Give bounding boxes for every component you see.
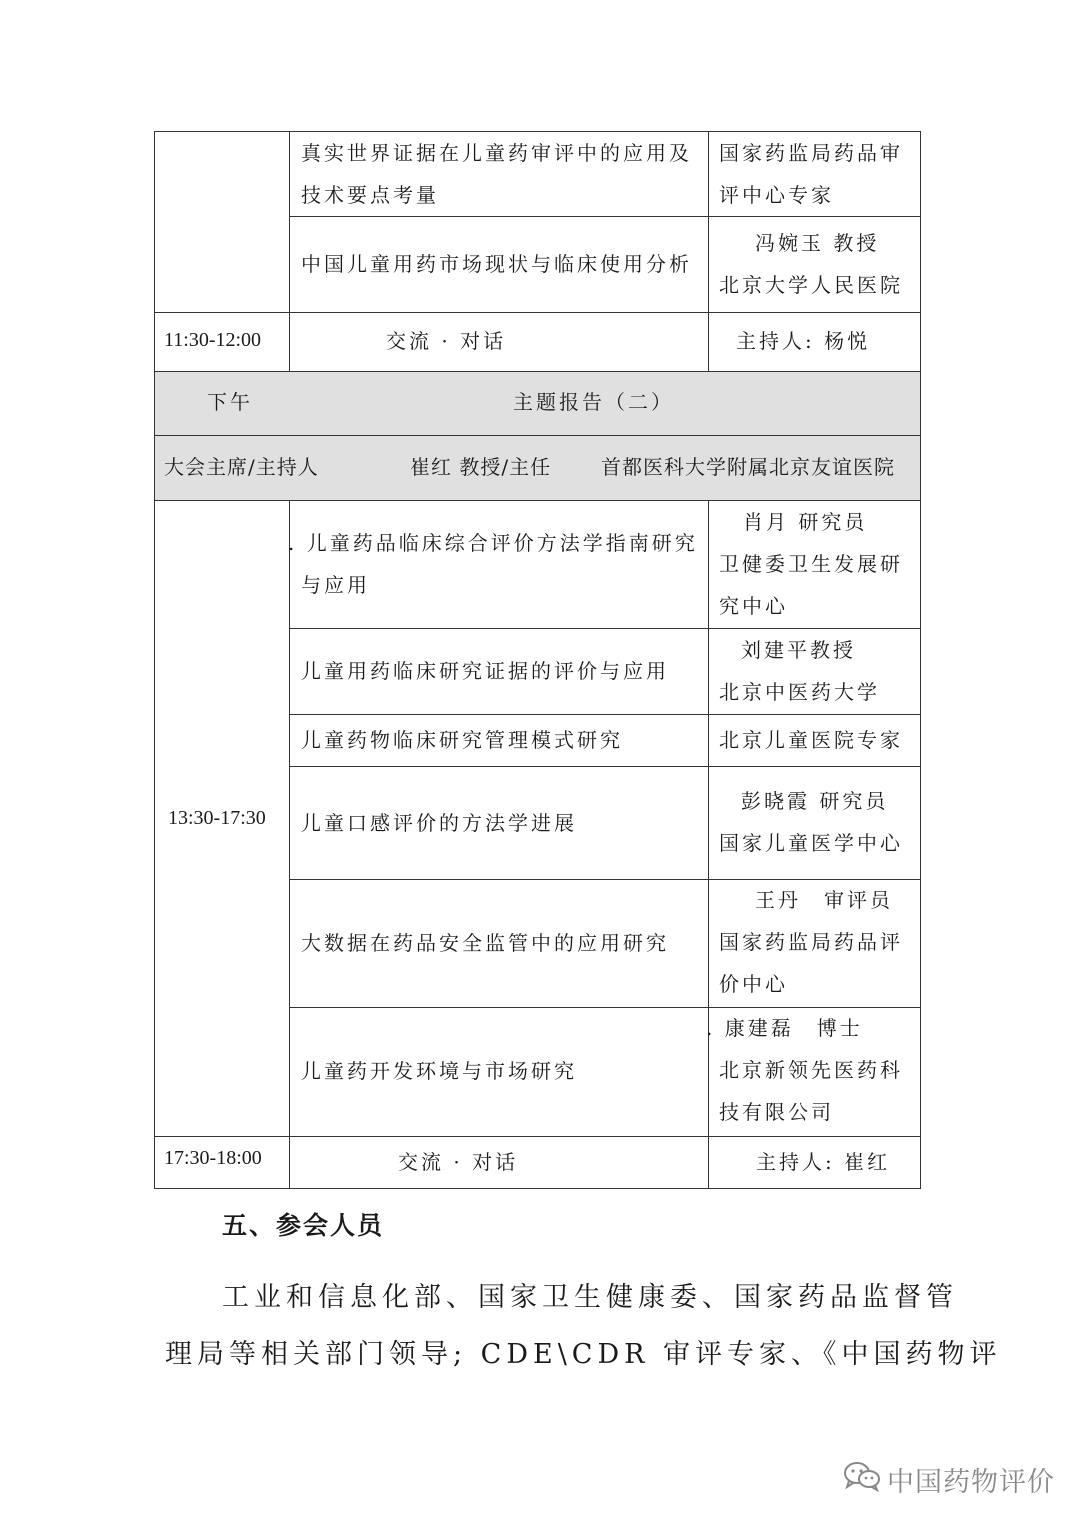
speaker-cell: . 康建磊 博士 北京新领先医药科 技有限公司 xyxy=(706,1016,903,1124)
session-label: 交流 · 对话 xyxy=(386,329,507,353)
speaker-cell: 北京儿童医院专家 xyxy=(719,728,903,752)
topic-cell: 儿童药物临床研究管理模式研究 xyxy=(301,728,623,752)
table-line xyxy=(289,714,921,715)
host-cell: 主持人: 崔红 xyxy=(756,1150,891,1174)
chair-org: 首都医科大学附属北京友谊医院 xyxy=(601,455,895,479)
speaker-cell: 国家药监局药品审 评中心专家 xyxy=(719,141,903,207)
table-line xyxy=(154,131,155,1189)
speaker-cell: 王丹 审评员 国家药监局药品评 价中心 xyxy=(719,888,903,996)
table-line xyxy=(154,1188,921,1189)
table-line xyxy=(154,312,921,313)
watermark xyxy=(843,1460,1055,1499)
topic-cell: 儿童用药临床研究证据的评价与应用 xyxy=(301,659,669,683)
session-label: 交流 · 对话 xyxy=(398,1150,519,1174)
table-line xyxy=(154,1136,921,1137)
topic-cell: . 儿童药品临床综合评价方法学指南研究 与应用 xyxy=(288,531,698,597)
time-cell: 13:30-17:30 xyxy=(168,807,266,829)
table-line xyxy=(289,766,921,767)
topic-cell: 儿童口感评价的方法学进展 xyxy=(301,811,577,835)
topic-cell: 大数据在药品安全监管中的应用研究 xyxy=(301,931,669,955)
time-cell: 17:30-18:00 xyxy=(164,1147,262,1169)
section-heading: 五、参会人员 xyxy=(222,1211,385,1240)
afternoon-title: 主题报告（二） xyxy=(513,390,674,414)
table-line xyxy=(154,371,921,372)
speaker-cell: 冯婉玉 教授 北京大学人民医院 xyxy=(719,231,903,297)
chair-label: 大会主席/主持人 xyxy=(164,455,319,479)
topic-cell: 儿童药开发环境与市场研究 xyxy=(301,1059,577,1083)
paragraph-line: 工业和信息化部、国家卫生健康委、国家药品监督管 xyxy=(222,1282,958,1313)
table-line xyxy=(154,435,921,436)
table-line xyxy=(920,131,921,1189)
speaker-cell: 彭晓霞 研究员 国家儿童医学中心 xyxy=(719,789,903,855)
host-cell: 主持人: 杨悦 xyxy=(736,329,871,353)
time-cell: 11:30-12:00 xyxy=(164,329,262,351)
speaker-cell: 肖月 研究员 卫健委卫生发展研 究中心 xyxy=(719,510,903,618)
speaker-cell: 刘建平教授 北京中医药大学 xyxy=(719,638,880,704)
topic-cell: 中国儿童用药市场现状与临床使用分析 xyxy=(301,252,692,276)
afternoon-label: 下午 xyxy=(207,390,253,414)
wechat-icon xyxy=(843,1460,881,1499)
watermark-text: 中国药物评价 xyxy=(887,1467,1055,1498)
chair-name: 崔红 教授/主任 xyxy=(410,455,552,479)
paragraph-line: 理局等相关部门领导; CDE\CDR 审评专家、《中国药物评 xyxy=(165,1339,1002,1370)
table-line xyxy=(289,216,921,217)
table-line xyxy=(708,131,709,372)
table-line xyxy=(289,131,290,372)
topic-cell: 真实世界证据在儿童药审评中的应用及 技术要点考量 xyxy=(301,141,692,207)
